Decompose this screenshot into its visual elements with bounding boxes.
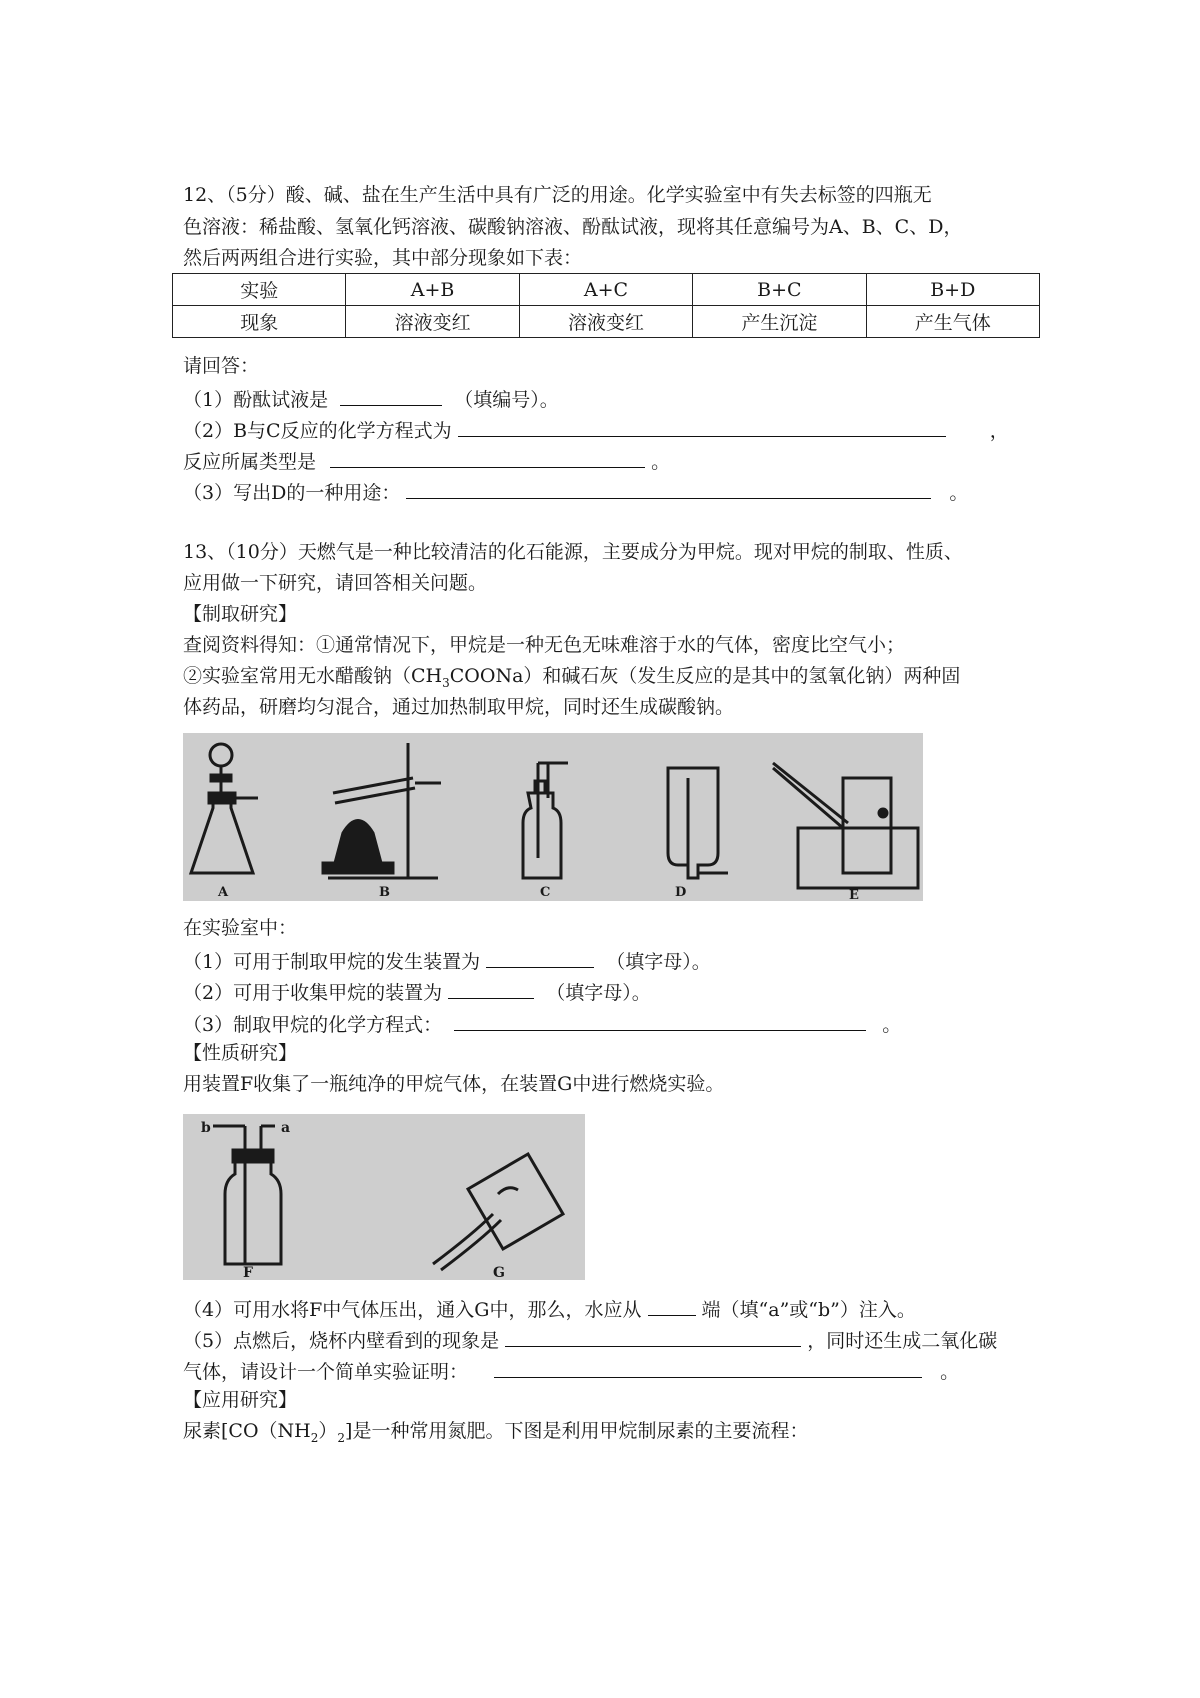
- q13-app-c: ]是一种常用氮肥。下图是利用甲烷制尿素的主要流程：: [345, 1420, 809, 1442]
- table-cell: 溶液变红: [346, 306, 519, 338]
- answer-blank[interactable]: [494, 1355, 922, 1378]
- q13-sub3-suffix: 。: [882, 1014, 902, 1036]
- table-cell: 溶液变红: [519, 306, 692, 338]
- q12-part2-text: （2）B与C反应的化学方程式为: [183, 420, 452, 442]
- q13-sub2: [183, 976, 651, 1007]
- q13-line1: 13、（10分）天燃气是一种比较清洁的化石能源，主要成分为甲烷。现对甲烷的制取、性质、: [183, 541, 963, 563]
- q13-app: [183, 1417, 808, 1452]
- table-cell: A+C: [519, 274, 692, 306]
- answer-blank[interactable]: [505, 1324, 801, 1347]
- table-cell: 实验: [173, 274, 346, 306]
- apparatus-label: F: [243, 1265, 253, 1280]
- observation-table: [172, 273, 1040, 338]
- subscript: 2: [337, 1430, 346, 1445]
- q13-sub1-suffix: （填字母）。: [606, 951, 711, 973]
- apparatus-drawing: [183, 733, 923, 901]
- port-label: a: [281, 1120, 291, 1136]
- table-row: [173, 306, 1040, 338]
- section-heading: 【性质研究】: [183, 1042, 298, 1064]
- table-cell: 产生沉淀: [693, 306, 866, 338]
- apparatus-label: G: [493, 1265, 505, 1280]
- q13-line2: 应用做一下研究，请回答相关问题。: [183, 572, 488, 594]
- q13-sub5-cont-suffix: 。: [940, 1361, 960, 1383]
- answer-blank[interactable]: [406, 476, 931, 499]
- q13-sub3: [183, 1008, 901, 1039]
- q12-prompt: 请回答：: [183, 355, 260, 377]
- q12-part2-cont-suffix: 。: [651, 451, 671, 473]
- q12-part3-text: （3）写出D的一种用途：: [183, 482, 401, 504]
- q13-info3: 体药品，研磨均匀混合，通过加热制取甲烷，同时还生成碳酸钠。: [183, 696, 735, 718]
- combustion-drawing: [183, 1114, 585, 1280]
- table-cell: B+D: [866, 274, 1039, 306]
- answer-blank[interactable]: [340, 383, 442, 406]
- answer-blank[interactable]: [648, 1293, 696, 1316]
- q12-part2: [183, 414, 1009, 445]
- q13-sub4-text: （4）可用水将F中气体压出，通入G中，那么，水应从: [183, 1299, 642, 1321]
- section-heading: 【制取研究】: [183, 603, 298, 625]
- q12-part2-cont-text: 反应所属类型是: [183, 451, 317, 473]
- answer-blank[interactable]: [458, 414, 946, 437]
- q13-info2-b: COONa）和碱石灰（发生反应的是其中的氢氧化钠）两种固: [449, 665, 961, 687]
- apparatus-label: A: [218, 885, 229, 900]
- q13-sub2-text: （2）可用于收集甲烷的装置为: [183, 982, 443, 1004]
- q13-info1: 查阅资料得知：①通常情况下，甲烷是一种无色无味难溶于水的气体，密度比空气小；: [183, 634, 906, 656]
- answer-blank[interactable]: [486, 945, 594, 968]
- q13-sub4: [183, 1293, 916, 1324]
- q13-sub5: [183, 1324, 997, 1355]
- q13-sub5-text: （5）点燃后，烧杯内壁看到的现象是: [183, 1330, 500, 1352]
- q13-sub3-text: （3）制取甲烷的化学方程式：: [183, 1014, 443, 1036]
- q13-app-a: 尿素[CO（NH: [183, 1420, 311, 1442]
- section-heading: 【应用研究】: [183, 1389, 298, 1411]
- q12-part3: [183, 476, 968, 507]
- table-cell: B+C: [693, 274, 866, 306]
- apparatus-label: B: [379, 885, 390, 900]
- combustion-figure: [183, 1114, 585, 1280]
- answer-blank[interactable]: [448, 976, 534, 999]
- table-cell: 现象: [173, 306, 346, 338]
- q13-sub5-suffix: ，同时还生成二氧化碳: [807, 1330, 998, 1352]
- table-cell: 产生气体: [866, 306, 1039, 338]
- q12-line3: 然后两两组合进行实验，其中部分现象如下表：: [183, 247, 583, 269]
- apparatus-label: E: [849, 888, 859, 901]
- q12-line1: 12、（5分）酸、碱、盐在生产生活中具有广泛的用途。化学实验室中有失去标签的四瓶无: [183, 184, 932, 206]
- q13-info2-a: ②实验室常用无水醋酸钠（CH: [183, 665, 443, 687]
- q13-sub1-text: （1）可用于制取甲烷的发生装置为: [183, 951, 481, 973]
- q13-sub4-suffix: 端（填“a”或“b”）注入。: [701, 1299, 916, 1321]
- q12-part2-suffix: ，: [989, 420, 1009, 442]
- q12-part2-cont: [183, 445, 670, 476]
- q12-part1-suffix: （填编号）。: [454, 389, 559, 411]
- table-cell: A+B: [346, 274, 519, 306]
- q13-app-b: ）: [318, 1420, 338, 1442]
- apparatus-label: D: [675, 885, 687, 900]
- q13-info2: [183, 662, 960, 697]
- q12-part1: [183, 383, 559, 414]
- q13-sub2-suffix: （填字母）。: [546, 982, 651, 1004]
- answer-blank[interactable]: [330, 445, 645, 468]
- table-row: [173, 274, 1040, 306]
- apparatus-figure: [183, 733, 923, 901]
- apparatus-label: C: [540, 885, 551, 900]
- answer-blank[interactable]: [454, 1008, 866, 1031]
- subscript: 3: [442, 675, 450, 690]
- subscript: 2: [310, 1430, 319, 1445]
- lab-heading: 在实验室中：: [183, 917, 298, 939]
- q13-prop: 用装置F收集了一瓶纯净的甲烷气体，在装置G中进行燃烧实验。: [183, 1073, 725, 1095]
- q13-sub5-cont: [183, 1355, 959, 1386]
- q12-part1-text: （1）酚酞试液是: [183, 389, 329, 411]
- q13-sub1: [183, 945, 711, 976]
- port-label: b: [201, 1120, 211, 1136]
- q12-line2: 色溶液：稀盐酸、氢氧化钙溶液、碳酸钠溶液、酚酞试液，现将其任意编号为A、B、C、D，: [183, 216, 963, 238]
- q13-sub5-cont-text: 气体，请设计一个简单实验证明：: [183, 1361, 469, 1383]
- q12-part3-suffix: 。: [949, 482, 969, 504]
